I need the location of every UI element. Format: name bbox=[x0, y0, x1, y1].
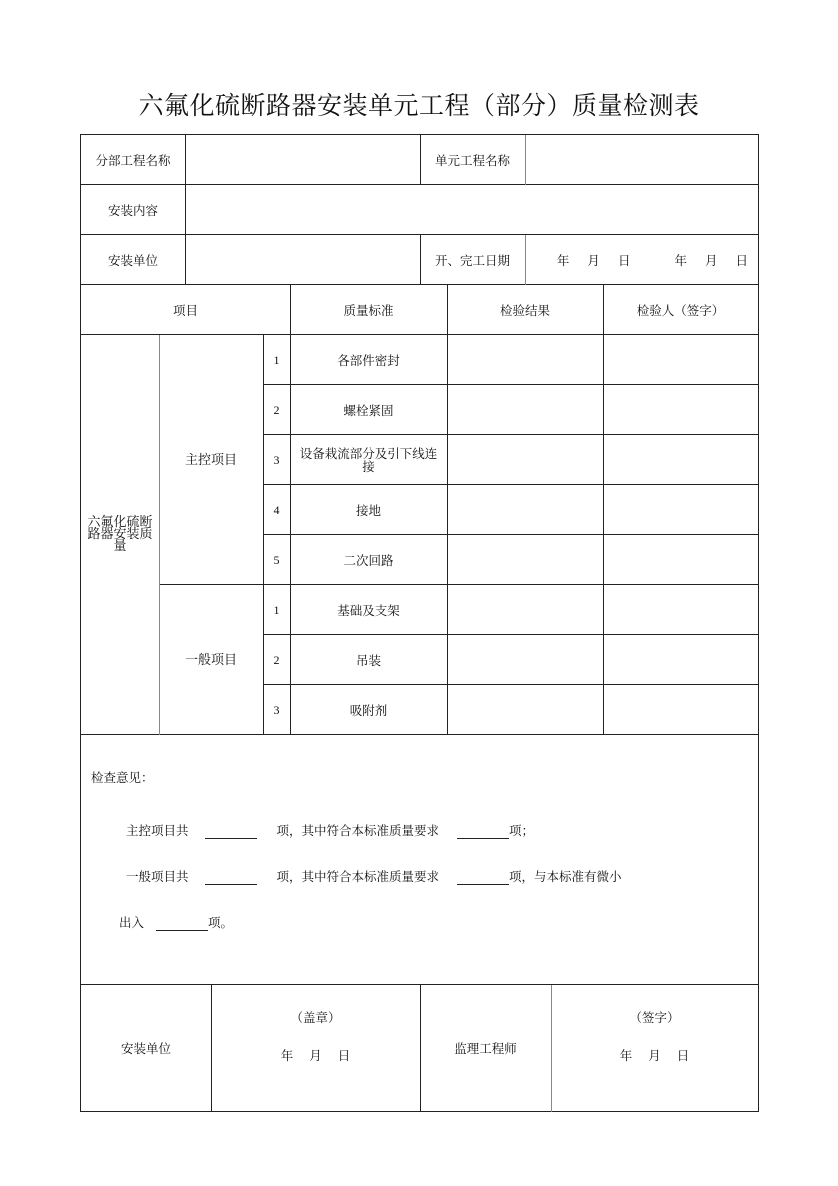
inspector-signature-field[interactable] bbox=[603, 685, 758, 735]
row-number: 2 bbox=[273, 652, 280, 667]
inspector-signature-field[interactable] bbox=[603, 635, 758, 685]
installer-date-day: 日 bbox=[337, 1048, 351, 1063]
divider bbox=[263, 335, 264, 735]
divider bbox=[290, 285, 291, 735]
column-header-item: 项目 bbox=[172, 302, 198, 318]
subproject-label: 分部工程名称 bbox=[95, 152, 171, 168]
installer-date-year: 年 bbox=[280, 1048, 294, 1063]
inspection-result-field[interactable] bbox=[447, 335, 603, 385]
quality-standard: 吊装 bbox=[355, 652, 381, 668]
main-suffix: 项； bbox=[509, 823, 535, 838]
divider bbox=[263, 484, 758, 485]
supervisor-date bbox=[551, 1049, 758, 1062]
sign-label: （签字） bbox=[629, 1010, 680, 1025]
inspector-signature-field[interactable] bbox=[603, 435, 758, 485]
divider bbox=[159, 335, 160, 735]
divider bbox=[263, 634, 758, 635]
general-prefix: 一般项目共 bbox=[126, 869, 189, 884]
inspection-result-field[interactable] bbox=[447, 635, 603, 685]
divider bbox=[211, 985, 212, 1112]
installer-signoff-field[interactable] bbox=[211, 985, 420, 1112]
main-middle: 项，其中符合本标准质量要求 bbox=[276, 823, 440, 838]
start-year: 年 bbox=[556, 252, 570, 268]
column-header-inspector: 检验人（签字） bbox=[636, 302, 725, 318]
footer-supervisor-label: 监理工程师 bbox=[454, 1041, 517, 1056]
divider bbox=[263, 434, 758, 435]
quality-inspection-table bbox=[80, 134, 759, 1112]
deviation-count-blank[interactable] bbox=[156, 918, 208, 931]
general-suffix: 项，与本标准有微小 bbox=[509, 869, 622, 884]
main-total-blank[interactable] bbox=[205, 826, 257, 839]
general-total-blank[interactable] bbox=[205, 872, 257, 885]
start-month: 月 bbox=[587, 252, 600, 268]
quality-standard: 接地 bbox=[355, 502, 381, 518]
seal-label: （盖章） bbox=[290, 1010, 341, 1025]
inspection-result-field[interactable] bbox=[447, 385, 603, 435]
installer-field[interactable] bbox=[185, 235, 420, 285]
deviation-prefix: 出入 bbox=[119, 915, 145, 930]
inspection-result-field[interactable] bbox=[447, 485, 603, 535]
end-month: 月 bbox=[704, 252, 718, 268]
inspector-signature-field[interactable] bbox=[603, 385, 758, 435]
start-day: 日 bbox=[617, 252, 631, 268]
quality-standard: 各部件密封 bbox=[337, 352, 400, 368]
installer-label: 安装单位 bbox=[107, 252, 158, 268]
inspector-signature-field[interactable] bbox=[603, 535, 758, 585]
divider bbox=[159, 584, 758, 585]
inspection-result-field[interactable] bbox=[447, 535, 603, 585]
installer-date bbox=[211, 1049, 420, 1062]
divider bbox=[81, 734, 758, 735]
divider bbox=[420, 235, 421, 285]
inspection-result-field[interactable] bbox=[447, 685, 603, 735]
dates-field[interactable] bbox=[525, 235, 758, 285]
supervisor-signoff-field[interactable] bbox=[551, 985, 758, 1112]
inspector-signature-field[interactable] bbox=[603, 335, 758, 385]
subproject-field[interactable] bbox=[185, 135, 420, 185]
end-day: 日 bbox=[735, 252, 748, 268]
category-label: 六氟化硫断路器安装质量 bbox=[87, 515, 153, 554]
opinion-line-main bbox=[126, 821, 534, 839]
column-header-result: 检验结果 bbox=[499, 302, 550, 318]
page-title: 六氟化硫断路器安装单元工程（部分）质量检测表 bbox=[138, 91, 700, 120]
divider bbox=[420, 985, 421, 1112]
divider bbox=[551, 985, 552, 1112]
row-number: 3 bbox=[273, 452, 280, 467]
row-number: 1 bbox=[273, 352, 280, 367]
quality-standard: 设备栽流部分及引下线连接 bbox=[299, 446, 438, 474]
quality-standard: 螺栓紧固 bbox=[343, 402, 394, 418]
inspector-signature-field[interactable] bbox=[603, 485, 758, 535]
supervisor-date-month: 月 bbox=[648, 1048, 661, 1063]
quality-standard: 基础及支架 bbox=[337, 602, 400, 618]
divider bbox=[263, 534, 758, 535]
group-main-label: 主控项目 bbox=[184, 452, 237, 468]
row-number: 4 bbox=[273, 502, 280, 517]
unit-field[interactable] bbox=[525, 135, 758, 185]
unit-label: 单元工程名称 bbox=[434, 152, 510, 168]
divider bbox=[525, 235, 526, 285]
opinion-line-general bbox=[126, 867, 622, 885]
end-year: 年 bbox=[674, 252, 687, 268]
inspector-signature-field[interactable] bbox=[603, 585, 758, 635]
supervisor-date-year: 年 bbox=[619, 1048, 633, 1063]
row-number: 2 bbox=[273, 402, 280, 417]
inspection-result-field[interactable] bbox=[447, 585, 603, 635]
content-field[interactable] bbox=[185, 185, 758, 235]
installer-date-month: 月 bbox=[309, 1048, 322, 1063]
general-passed-blank[interactable] bbox=[457, 872, 509, 885]
divider bbox=[81, 334, 758, 335]
divider bbox=[185, 185, 186, 235]
general-middle: 项，其中符合本标准质量要求 bbox=[276, 869, 440, 884]
quality-standard: 二次回路 bbox=[343, 552, 394, 568]
dates-label: 开、完工日期 bbox=[434, 252, 510, 268]
opinion-label: 检查意见： bbox=[91, 770, 154, 785]
divider bbox=[263, 384, 758, 385]
group-general-label: 一般项目 bbox=[184, 652, 237, 668]
divider bbox=[525, 135, 526, 185]
footer-installer-label: 安装单位 bbox=[120, 1041, 171, 1056]
row-number: 1 bbox=[273, 602, 280, 617]
divider bbox=[185, 135, 186, 185]
main-passed-blank[interactable] bbox=[457, 826, 509, 839]
deviation-suffix: 项。 bbox=[208, 915, 234, 930]
divider bbox=[185, 235, 186, 285]
row-number: 5 bbox=[273, 552, 280, 567]
main-prefix: 主控项目共 bbox=[126, 823, 189, 838]
divider bbox=[420, 135, 421, 185]
divider bbox=[603, 285, 604, 735]
row-number: 3 bbox=[273, 702, 280, 717]
supervisor-date-day: 日 bbox=[676, 1048, 690, 1063]
content-label: 安装内容 bbox=[107, 202, 158, 218]
divider bbox=[263, 684, 758, 685]
divider bbox=[447, 285, 448, 735]
opinion-line-deviation bbox=[119, 913, 233, 931]
column-header-standard: 质量标准 bbox=[343, 302, 394, 318]
inspection-result-field[interactable] bbox=[447, 435, 603, 485]
quality-standard: 吸附剂 bbox=[349, 702, 388, 718]
